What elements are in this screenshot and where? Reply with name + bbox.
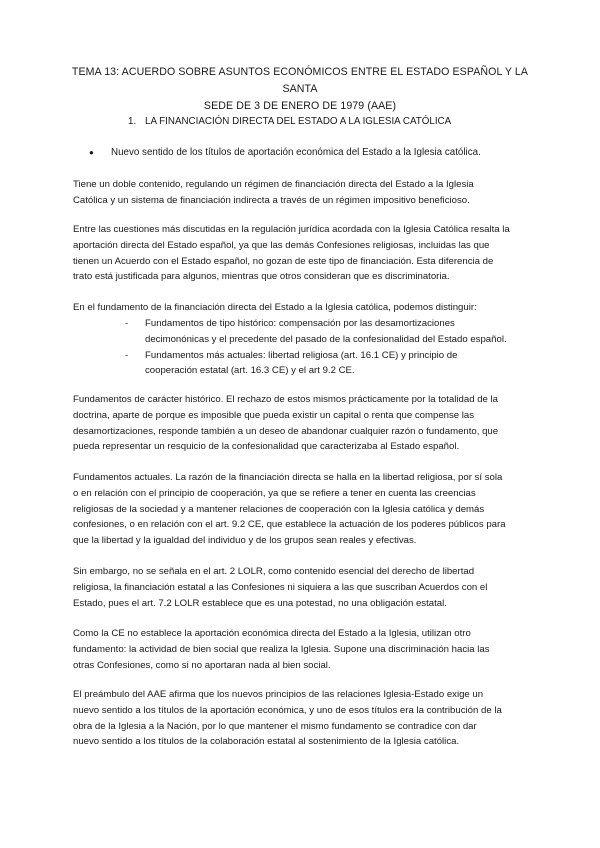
paragraph bbox=[73, 626, 531, 673]
dash-item-line: Fundamentos de tipo histórico: compensación por las desamortizaciones bbox=[145, 318, 455, 329]
title-line: TEMA 13: ACUERDO SOBRE ASUNTOS ECONÓMICOS ENTRE EL ESTADO ESPAÑOL Y LA SANTA bbox=[71, 66, 529, 95]
paragraph bbox=[73, 564, 531, 611]
dash-item-line: cooperación estatal (art. 16.3 CE) y el art 9.2 CE. bbox=[145, 365, 355, 377]
paragraph-line: En el fundamento de la financiación directa del Estado a la Iglesia católica, podemos distinguir: bbox=[73, 302, 477, 313]
section-heading bbox=[128, 115, 451, 129]
dash-marker: - bbox=[125, 318, 129, 329]
paragraph-line: Como la CE no establece la aportación económica directa del Estado a la Iglesia, utilizan otro bbox=[73, 628, 471, 639]
paragraph-line: Entre las cuestiones más discutidas en la regulación jurídica acordada con la Iglesia Católica resalta la bbox=[73, 224, 510, 235]
paragraph-line: religiosas de la sociedad y a mantener relaciones de cooperación con la Iglesia católica y demás bbox=[73, 503, 485, 515]
bullet-item bbox=[89, 146, 481, 160]
paragraph bbox=[73, 687, 531, 750]
bullet-icon: ● bbox=[89, 148, 94, 157]
paragraph-line: desamortizaciones, responde también a un deseo de abandonar cualquier razón o fundamento, que bbox=[73, 425, 499, 437]
dash-list-item bbox=[125, 316, 545, 348]
paragraph-line: pueda representar un resquicio de la confesionalidad que caracterizaba al Estado español. bbox=[73, 441, 460, 453]
paragraph bbox=[73, 177, 531, 209]
paragraph-line: obra de la Iglesia a la Nación, por lo que mantener el mismo fundamento se contradice con dar bbox=[73, 720, 477, 732]
paragraph-line: fundamento: la actividad de bien social que realiza la Iglesia. Supone una discriminación hacia las bbox=[73, 643, 490, 655]
paragraph-line: Católica y un sistema de financiación indirecta a través de un régimen impositivo beneficioso. bbox=[73, 194, 470, 206]
section-number: 1. bbox=[128, 116, 137, 127]
paragraph bbox=[73, 392, 531, 455]
paragraph-line: nuevo sentido a los títulos de la aportación económica, y uno de esos títulos era la contribución de la bbox=[73, 704, 502, 716]
paragraph bbox=[73, 470, 531, 549]
paragraph-line: tienen un Acuerdo con el Estado español, no gozan de este tipo de financiación. Esta diferencia de bbox=[73, 255, 494, 267]
dash-item-line: Fundamentos más actuales: libertad religiosa (art. 16.1 CE) y principio de bbox=[145, 349, 458, 361]
paragraph-line: Fundamentos actuales. La razón de la financiación directa se halla en la libertad religiosa, por sí sola bbox=[73, 472, 503, 483]
paragraph-line: aportación directa del Estado español, ya que las demás Confesiones religiosas, incluidas las que bbox=[73, 239, 490, 251]
paragraph-line: Tiene un doble contenido, regulando un régimen de financiación directa del Estado a la Iglesia bbox=[73, 179, 474, 190]
dash-marker: - bbox=[125, 349, 129, 361]
bullet-text: Nuevo sentido de los títulos de aportación económica del Estado a la Iglesia católica. bbox=[111, 147, 481, 158]
paragraph-line: otras Confesiones, como si no aportaran nada al bien social. bbox=[73, 659, 331, 671]
paragraph-line: Estado, pues el art. 7.2 LOLR establece que es una potestad, no una obligación estatal. bbox=[73, 597, 447, 609]
paragraph bbox=[73, 300, 531, 316]
paragraph-line: que la libertad y la igualdad del individuo y de los grupos sean reales y efectivas. bbox=[73, 535, 417, 547]
dash-item-line: decimonónicas y el precedente del pasado de la confesionalidad del Estado español. bbox=[145, 333, 507, 345]
paragraph-line: nuevo sentido a los títulos de la colaboración estatal al sostenimiento de la Iglesia católica. bbox=[73, 736, 460, 748]
paragraph-line: doctrina, aparte de porque es imposible que pueda existir un capital o renta que compense las bbox=[73, 409, 475, 421]
dash-list-item bbox=[125, 348, 545, 380]
paragraph-line: trato está justificada para algunos, mientras que otros consideran que es discriminatoria. bbox=[73, 271, 450, 283]
section-heading-text: LA FINANCIACIÓN DIRECTA DEL ESTADO A LA IGLESIA CATÓLICA bbox=[145, 116, 452, 127]
paragraph-line: El preámbulo del AAE afirma que los nuevos principios de las relaciones Iglesia-Estado exige un bbox=[73, 689, 484, 700]
paragraph bbox=[73, 222, 531, 285]
paragraph-line: religiosa, la financiación estatal a las Confesiones ni siquiera a las que suscriban Acuerdos con el bbox=[73, 581, 488, 593]
paragraph-line: confesiones, o en relación con el art. 9.2 CE, que establece la actuación de los poderes públicos para bbox=[73, 519, 506, 531]
document-title bbox=[70, 64, 530, 115]
paragraph-line: Fundamentos de carácter histórico. El rechazo de estos mismos prácticamente por la totalidad de la bbox=[73, 394, 499, 405]
dash-list bbox=[125, 316, 545, 379]
title-line: SEDE DE 3 DE ENERO DE 1979 (AAE) bbox=[203, 100, 397, 112]
paragraph-line: Sin embargo, no se señala en el art. 2 LOLR, como contenido esencial del derecho de libertad bbox=[73, 566, 475, 577]
paragraph-line: o en relación con el principio de cooperación, ya que se refiere a tener en cuenta las creencias bbox=[73, 487, 476, 499]
